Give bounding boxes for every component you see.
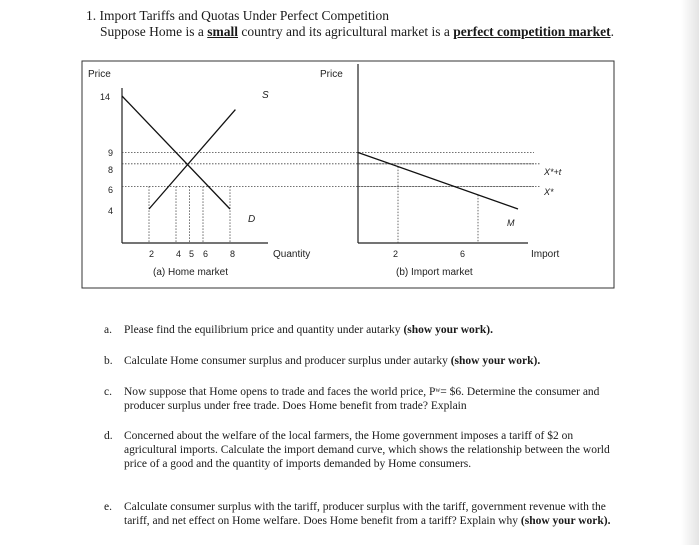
question-a-label: a. — [104, 324, 112, 336]
subtitle-middle: country and its agricultural market is a — [238, 24, 454, 39]
question-e-label: e. — [104, 501, 112, 513]
home-xtick-6: 6 — [203, 249, 209, 259]
home-xtick-8: 8 — [230, 249, 236, 259]
subtitle-end: . — [610, 24, 615, 39]
question-d-label: d. — [104, 430, 113, 442]
question-e-bold: (show your work). — [520, 515, 611, 527]
question-b — [104, 354, 614, 368]
home-ylabel: Price — [88, 69, 111, 80]
question-d-text: Concerned about the welfare of the local farmers, the Home government imposes a tariff of $2 on agricultural imports. Calculate the import demand curve, which shows the relationship between the world price of a good and the quantity of imports demanded by Home consumers. — [124, 430, 610, 470]
home-xlabel: Quantity — [273, 249, 311, 260]
subtitle-prefix: Suppose Home is a — [100, 24, 208, 39]
question-b-label: b. — [104, 355, 113, 367]
home-xtick-5: 5 — [189, 249, 195, 259]
home-curve-S — [149, 110, 235, 209]
home-caption: (a) Home market — [153, 267, 229, 278]
question-a-bold: (show your work). — [403, 324, 493, 336]
question-e-text: Calculate consumer surplus with the tariff, producer surplus with the tariff, government revenue with the tariff, and net effect on Home welfare. Does Home benefit from a tariff? Explain why — [124, 501, 606, 527]
home-xtick-2: 2 — [149, 249, 155, 259]
home-xtick-4: 4 — [176, 249, 182, 259]
question-b-text: Calculate Home consumer surplus and producer surplus under autarky — [124, 355, 448, 367]
question-a — [104, 323, 614, 337]
home-ytick-6: 6 — [108, 185, 114, 195]
question-b-bold: (show your work). — [450, 355, 541, 367]
question-e — [104, 500, 614, 528]
supply-label: S — [262, 90, 269, 101]
import-demand-label: M — [507, 218, 515, 228]
question-c-label: c. — [104, 386, 112, 398]
home-ytick-4: 4 — [108, 206, 114, 216]
question-c — [104, 385, 614, 413]
home-ytick-9: 9 — [108, 148, 114, 158]
subtitle-small: small — [207, 24, 239, 39]
import-xtick-2: 2 — [393, 249, 399, 259]
question-a-text: Please find the equilibrium price and quantity under autarky — [124, 324, 401, 336]
tariff-price-label: X*+t — [544, 167, 562, 177]
import-xlabel: Import — [531, 249, 560, 260]
home-market-panel — [88, 69, 534, 278]
question-title: Import Tariffs and Quotas Under Perfect Competition — [99, 8, 389, 23]
import-ylabel: Price — [320, 69, 343, 80]
question-number: 1. — [86, 8, 97, 23]
subtitle-market-type: perfect competition market — [453, 24, 611, 39]
home-ytick-14: 14 — [100, 92, 111, 102]
import-xtick-6: 6 — [460, 249, 466, 259]
import-curve-M — [358, 153, 518, 210]
question-d — [104, 429, 614, 471]
question-c-text: Now suppose that Home opens to trade and faces the world price, Pʷ= $6. Determine the consumer and producer surplus under free trade. Does Home benefit from trade? Explain — [124, 386, 600, 412]
home-ytick-8: 8 — [108, 165, 114, 175]
import-caption: (b) Import market — [396, 267, 473, 278]
import-market-panel — [320, 64, 562, 278]
demand-label: D — [248, 214, 256, 225]
world-price-label: X* — [544, 187, 554, 197]
